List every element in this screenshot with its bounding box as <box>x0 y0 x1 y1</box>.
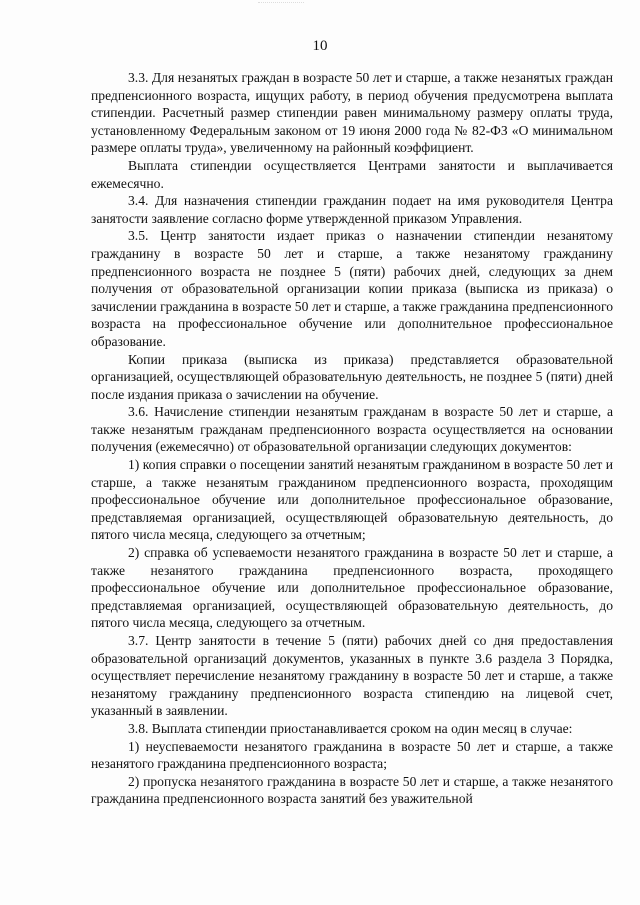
page-number: 10 <box>312 38 328 54</box>
paragraph-order-copies: Копии приказа (выписка из приказа) представляется образовательной организацией, осуществляющей образовательную деятельность, не позднее 5 (пяти) дней после издания приказа о зачислении на обучение. <box>91 351 613 402</box>
paragraph-stipend-payment: Выплата стипендии осуществляется Центрами занятости и выплачивается ежемесячно. <box>91 157 613 191</box>
paragraph-3-6-item-1: 1) копия справки о посещении занятий незанятым гражданином в возрасте 50 лет и старше, а также незанятым гражданином предпенсионного возраста, проходящим профессиональное обучение или дополнительное профессиональное образование, представляемая организацией, осуществляющей образовательную деятельность, до пятого числа месяца, следующего за отчетным; <box>91 457 613 543</box>
paragraph-3-3: 3.3. Для незанятых граждан в возрасте 50 лет и старше, а также незанятых граждан предпенсионного возраста, ищущих работу, в период обучения предусмотрена выплата стипендии. Расчетный размер стипендии равен минимальному размеру оплаты труда, установленному Федеральным законом от 19 июня 2000 года № 82-ФЗ «О минимальном размере оплаты труда», увеличенному на районный коэффициент. <box>91 70 613 156</box>
paragraph-3-5: 3.5. Центр занятости издает приказ о назначении стипендии незанятому гражданину в возрасте 50 лет и старше, а также незанятому гражданину предпенсионного возраста не позднее 5 (пяти) рабочих дней, следующих за днем получения от образовательной организации копии приказа (выписка из приказа) о зачислении гражданина в возрасте 50 лет и старше, а также гражданина предпенсионного возраста на профессиональное обучение или дополнительное профессиональное образование. <box>91 228 613 349</box>
paragraph-3-6-item-2: 2) справка об успеваемости незанятого гражданина в возрасте 50 лет и старше, а также незанятого гражданина предпенсионного возраста, проходящего профессиональное обучение или дополнительное профессиональное образование, представляемая организацией, осуществляющей образовательную деятельность, до пятого числа месяца, следующего за отчетным. <box>91 545 613 631</box>
paragraph-3-6: 3.6. Начисление стипендии незанятым гражданам в возрасте 50 лет и старше, а также незанятым гражданам предпенсионного возраста осуществляется на основании получения (ежемесячно) от образовательной организации следующих документов: <box>91 404 613 455</box>
paragraph-3-8-item-2: 2) пропуска незанятого гражданина в возрасте 50 лет и старше, а также незанятого гражданина предпенсионного возраста занятий без уважительной <box>91 773 613 807</box>
paragraph-3-8-item-1: 1) неуспеваемости незанятого гражданина в возрасте 50 лет и старше, а также незанятого гражданина предпенсионного возраста; <box>91 738 613 772</box>
scan-artifact <box>258 2 304 11</box>
paragraph-3-8: 3.8. Выплата стипендии приостанавливается сроком на один месяц в случае: <box>128 720 573 736</box>
document-body <box>91 69 613 808</box>
paragraph-3-4: 3.4. Для назначения стипендии гражданин подает на имя руководителя Центра занятости заявление согласно форме утвержденной приказом Управления. <box>91 193 613 226</box>
paragraph-3-7: 3.7. Центр занятости в течение 5 (пяти) рабочих дней со дня предоставления образовательной организаций документов, указанных в пункте 3.6 раздела 3 Порядка, осуществляет перечисление незанятому гражданину в возрасте 50 лет и старше, а также незанятому гражданину предпенсионного возраста стипендию на лицевой счет, указанный в заявлении. <box>91 633 613 719</box>
